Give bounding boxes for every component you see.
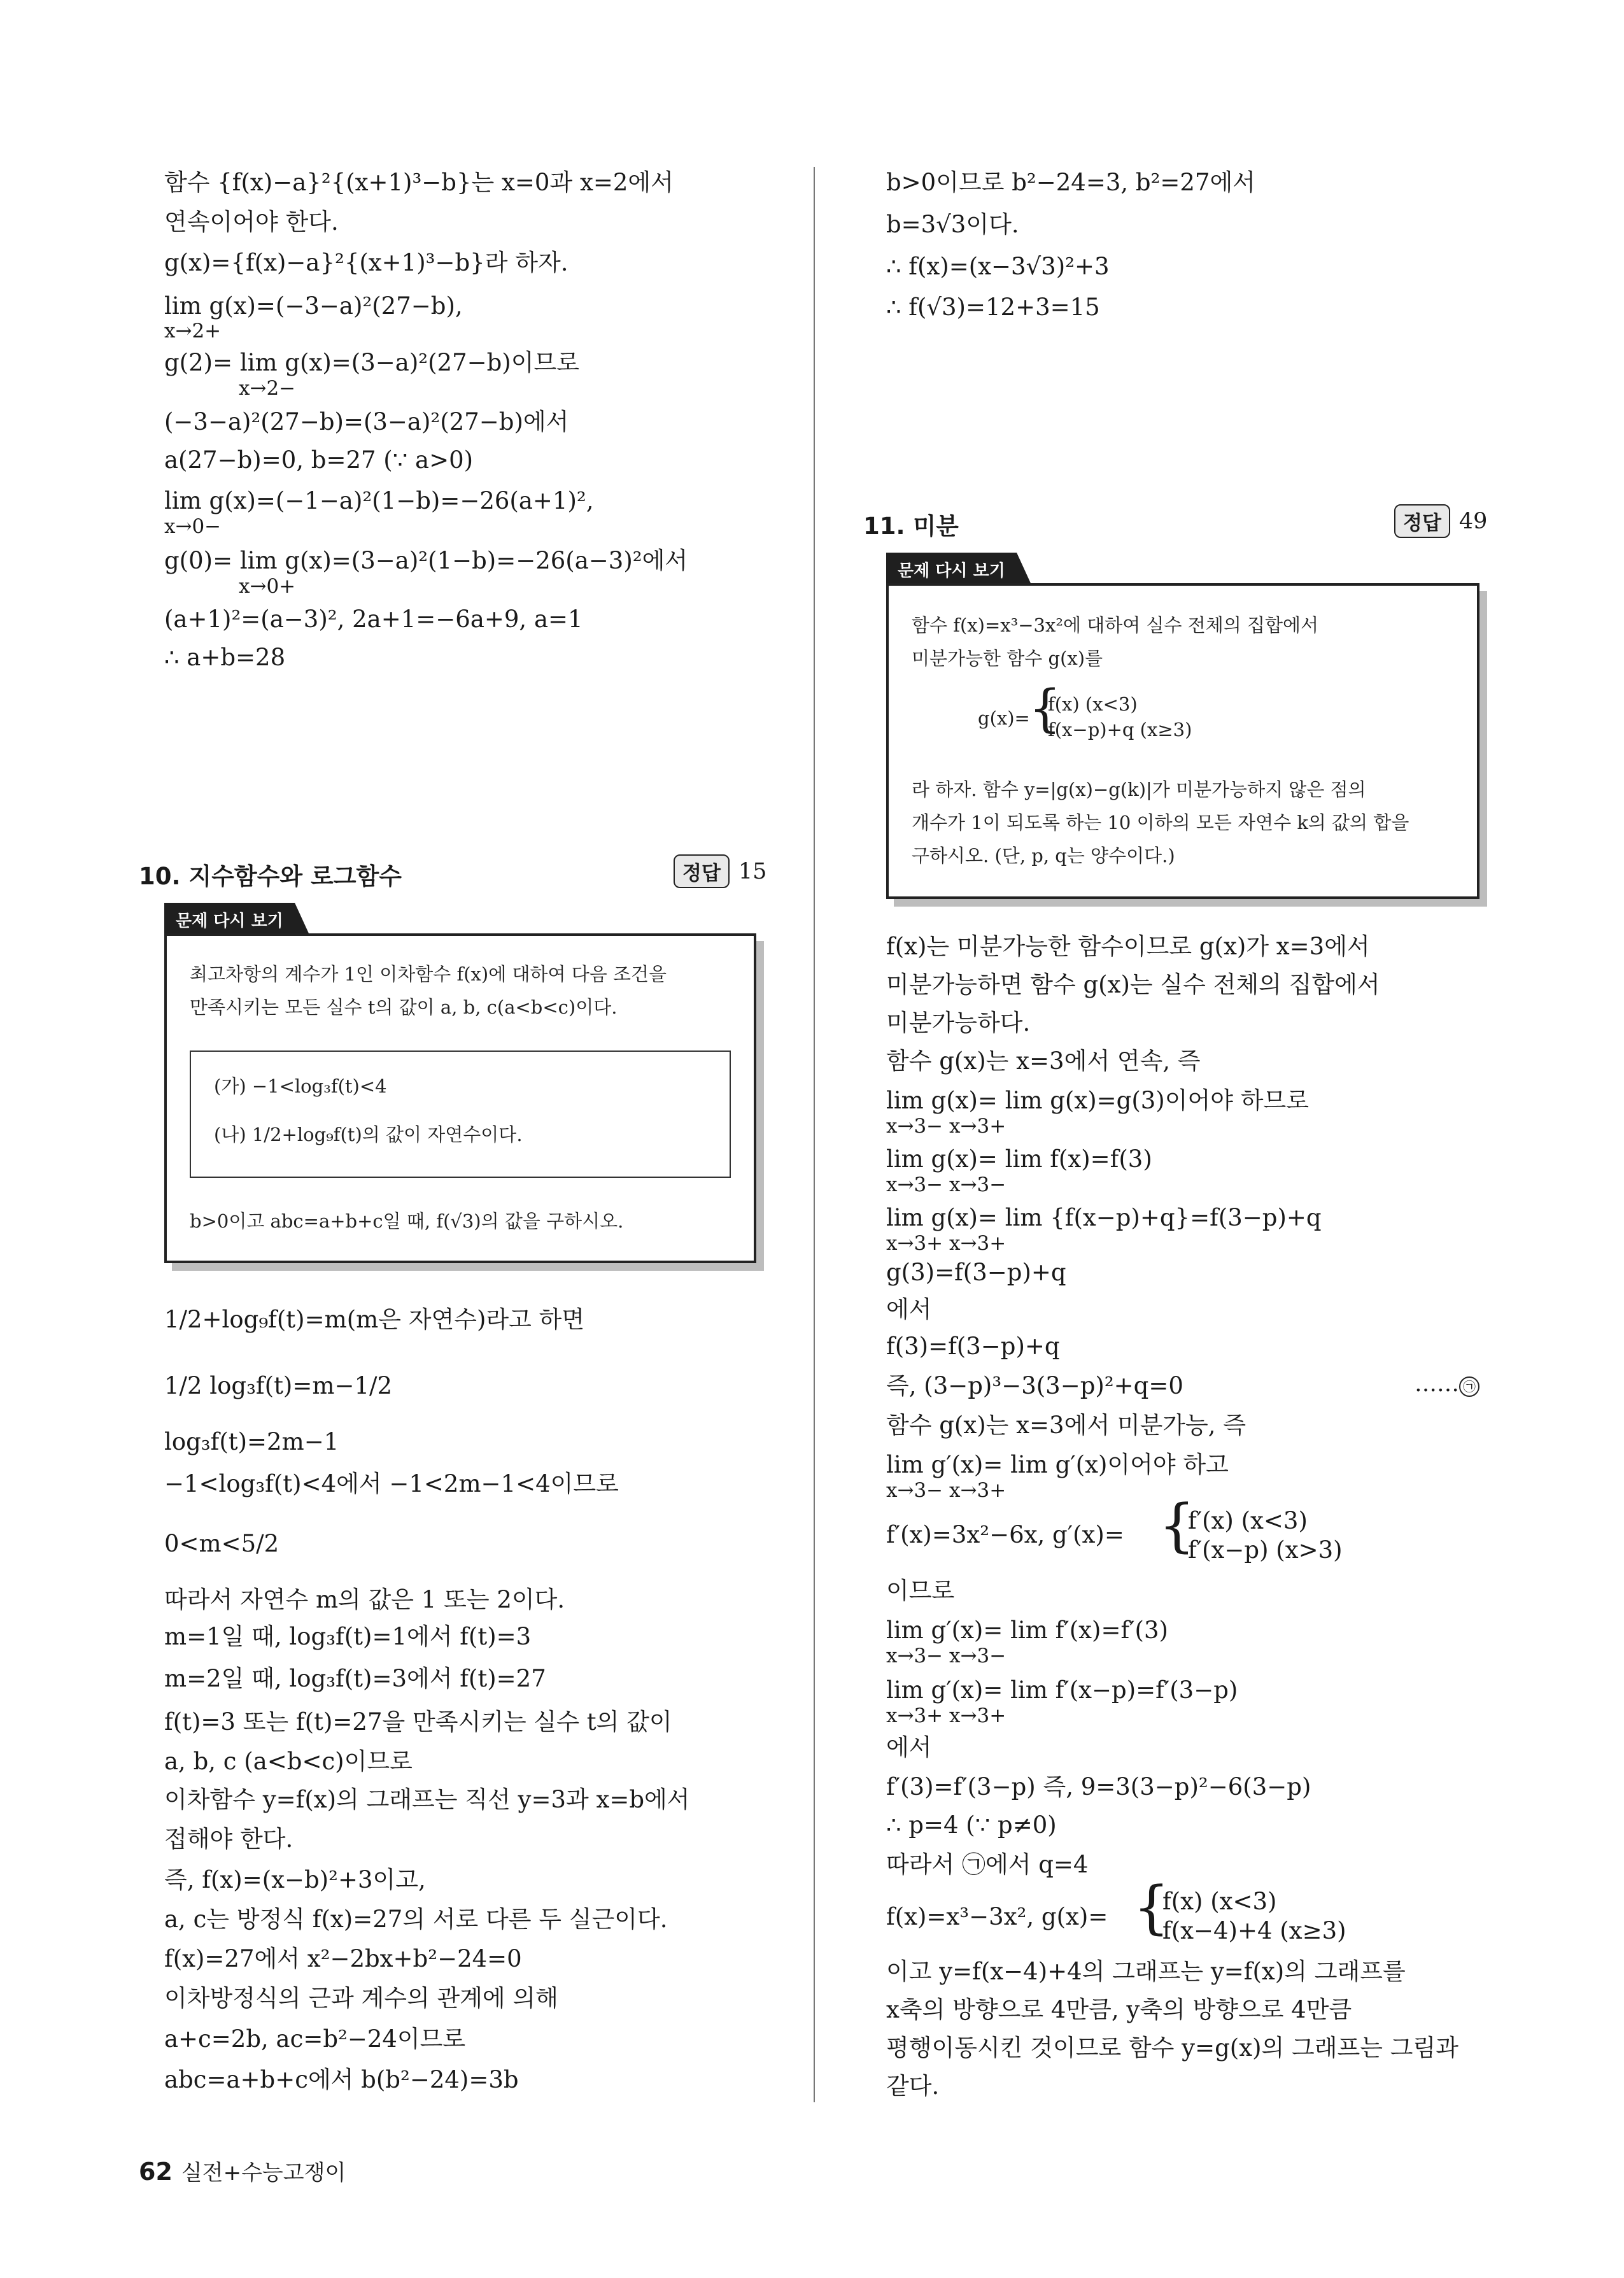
text-line: 따라서 자연수 m의 값은 1 또는 2이다. bbox=[164, 1586, 565, 1613]
text-line: ∴ p=4 (∵ p≠0) bbox=[886, 1811, 1057, 1839]
brace-glyph: { bbox=[1029, 679, 1061, 738]
page-number: 62 bbox=[139, 2158, 173, 2186]
equation-tag bbox=[1415, 1371, 1479, 1397]
limit-subscript: x→0− bbox=[164, 515, 222, 538]
text-line: 평행이동시킨 것이므로 함수 y=g(x)의 그래프는 그림과 bbox=[886, 2034, 1458, 2062]
piece-case-2: f(x−4)+4 (x≥3) bbox=[1162, 1917, 1346, 1944]
condition-na: (나) 1/2+log₉f(t)의 값이 자연수이다. bbox=[214, 1124, 523, 1145]
text-line: g(3)=f(3−p)+q bbox=[886, 1259, 1066, 1286]
text-line: f(x)=x³−3x², g(x)= bbox=[886, 1903, 1108, 1930]
text-line: lim g′(x)= lim f′(x−p)=f′(3−p) bbox=[886, 1676, 1238, 1704]
text-line: 연속이어야 한다. bbox=[164, 208, 339, 236]
box-text: 미분가능한 함수 g(x)를 bbox=[912, 647, 1103, 669]
text-line: ∴ a+b=28 bbox=[164, 644, 286, 671]
text-line: 접해야 한다. bbox=[164, 1825, 293, 1853]
limit-subscript: x→2− bbox=[239, 377, 296, 400]
text-line: 에서 bbox=[886, 1734, 932, 1761]
text-line: (a+1)²=(a−3)², 2a+1=−6a+9, a=1 bbox=[164, 605, 583, 633]
text-line: (−3−a)²(27−b)=(3−a)²(27−b)에서 bbox=[164, 408, 569, 435]
text-line: 1/2+log₉f(t)=m(m은 자연수)라고 하면 bbox=[164, 1306, 585, 1333]
text-line: 0<m<5/2 bbox=[164, 1530, 279, 1557]
text-line: 즉, f(x)=(x−b)²+3이고, bbox=[164, 1866, 426, 1893]
text-line: 이차함수 y=f(x)의 그래프는 직선 y=3과 x=b에서 bbox=[164, 1786, 690, 1813]
answer-badge: 정답 bbox=[674, 854, 730, 888]
text-line: ∴ f(x)=(x−3√3)²+3 bbox=[886, 253, 1110, 280]
text-line: a(27−b)=0, b=27 (∵ a>0) bbox=[164, 446, 474, 474]
text-line: m=1일 때, log₃f(t)=1에서 f(t)=3 bbox=[164, 1623, 532, 1650]
text-line: g(0)= lim g(x)=(3−a)²(1−b)=−26(a−3)²에서 bbox=[164, 547, 688, 574]
box-text: 함수 f(x)=x³−3x²에 대하여 실수 전체의 집합에서 bbox=[912, 614, 1319, 636]
text-line: a, c는 방정식 f(x)=27의 서로 다른 두 실근이다. bbox=[164, 1906, 668, 1933]
text-line: f(3)=f(3−p)+q bbox=[886, 1333, 1060, 1360]
answer-value: 49 bbox=[1458, 508, 1488, 534]
tag-dots: …… bbox=[1415, 1371, 1459, 1397]
review-tab: 문제 다시 보기 bbox=[886, 553, 1017, 586]
text-line: 미분가능하면 함수 g(x)는 실수 전체의 집합에서 bbox=[886, 971, 1380, 998]
text-line: 이므로 bbox=[886, 1577, 955, 1604]
limit-subscript: x→3− x→3+ bbox=[886, 1479, 1006, 1502]
text-line: 미분가능하다. bbox=[886, 1009, 1031, 1036]
section-11-answer bbox=[1394, 504, 1487, 538]
text-line: 에서 bbox=[886, 1296, 932, 1323]
condition-ga: (가) −1<log₃f(t)<4 bbox=[214, 1075, 387, 1097]
circled-mark: ㉠ bbox=[1459, 1376, 1479, 1397]
text-line: f(x)=27에서 x²−2bx+b²−24=0 bbox=[164, 1945, 522, 1972]
section-11-title: 11. 미분 bbox=[863, 513, 959, 540]
problem-box-10 bbox=[164, 933, 756, 1263]
limit-subscript: x→3+ x→3+ bbox=[886, 1704, 1006, 1727]
text-line: f′(3)=f′(3−p) 즉, 9=3(3−p)²−6(3−p) bbox=[886, 1773, 1311, 1800]
text-line: 이고 y=f(x−4)+4의 그래프는 y=f(x)의 그래프를 bbox=[886, 1958, 1406, 1985]
text-line: a, b, c (a<b<c)이므로 bbox=[164, 1748, 413, 1775]
column-divider bbox=[814, 167, 815, 2102]
piecewise-lhs: g(x)= bbox=[978, 707, 1030, 729]
text-line: 함수 g(x)는 x=3에서 미분가능, 즉 bbox=[886, 1411, 1246, 1439]
text-line: 따라서 ㉠에서 q=4 bbox=[886, 1851, 1089, 1878]
piece-case-2: f′(x−p) (x>3) bbox=[1188, 1536, 1343, 1564]
text-line: f(t)=3 또는 f(t)=27을 만족시키는 실수 t의 값이 bbox=[164, 1708, 672, 1736]
text-line: lim g′(x)= lim f′(x)=f′(3) bbox=[886, 1617, 1168, 1644]
text-line: x축의 방향으로 4만큼, y축의 방향으로 4만큼 bbox=[886, 1996, 1352, 2023]
book-title: 실전+수능고쟁이 bbox=[181, 2160, 346, 2186]
answer-value: 15 bbox=[738, 858, 767, 884]
text-line: g(2)= lim g(x)=(3−a)²(27−b)이므로 bbox=[164, 349, 579, 376]
piece-case-1: f(x) (x<3) bbox=[1048, 693, 1138, 715]
text-line: ∴ f(√3)=12+3=15 bbox=[886, 294, 1100, 321]
limit-subscript: x→3− x→3− bbox=[886, 1645, 1006, 1667]
problem-box-11 bbox=[886, 583, 1479, 899]
box-text: 최고차항의 계수가 1인 이차함수 f(x)에 대하여 다음 조건을 bbox=[190, 963, 667, 985]
text-line: 즉, (3−p)³−3(3−p)²+q=0 bbox=[886, 1372, 1183, 1399]
text-line: 함수 {f(x)−a}²{(x+1)³−b}는 x=0과 x=2에서 bbox=[164, 169, 674, 196]
text-line: lim g(x)=(−3−a)²(27−b), bbox=[164, 292, 463, 320]
piece-case-1: f′(x) (x<3) bbox=[1188, 1507, 1308, 1534]
text-line: lim g(x)= lim g(x)=g(3)이어야 하므로 bbox=[886, 1087, 1309, 1114]
conditions-box bbox=[190, 1051, 731, 1178]
text-line: log₃f(t)=2m−1 bbox=[164, 1428, 339, 1455]
review-tab: 문제 다시 보기 bbox=[164, 903, 295, 937]
text-line: b>0이므로 b²−24=3, b²=27에서 bbox=[886, 169, 1255, 196]
text-line: f′(x)=3x²−6x, g′(x)= bbox=[886, 1521, 1124, 1548]
box-text: 개수가 1이 되도록 하는 10 이하의 모든 자연수 k의 값의 합을 bbox=[912, 812, 1409, 833]
text-line: 이차방정식의 근과 계수의 관계에 의해 bbox=[164, 1984, 558, 2012]
text-line: lim g(x)= lim f(x)=f(3) bbox=[886, 1145, 1152, 1173]
box-text: 구하시오. (단, p, q는 양수이다.) bbox=[912, 845, 1175, 867]
text-line: lim g(x)=(−1−a)²(1−b)=−26(a+1)², bbox=[164, 487, 594, 514]
brace-glyph: { bbox=[1159, 1492, 1196, 1559]
limit-subscript: x→0+ bbox=[239, 575, 296, 598]
limit-subscript: x→3− x→3+ bbox=[886, 1115, 1006, 1138]
text-line: a+c=2b, ac=b²−24이므로 bbox=[164, 2025, 466, 2053]
piece-case-1: f(x) (x<3) bbox=[1162, 1888, 1277, 1915]
text-line: 함수 g(x)는 x=3에서 연속, 즉 bbox=[886, 1047, 1201, 1075]
box-text: 라 하자. 함수 y=|g(x)−g(k)|가 미분가능하지 않은 점의 bbox=[912, 779, 1366, 800]
text-line: g(x)={f(x)−a}²{(x+1)³−b}라 하자. bbox=[164, 249, 568, 276]
text-line: 1/2 log₃f(t)=m−1/2 bbox=[164, 1372, 393, 1399]
page-footer bbox=[139, 2155, 346, 2186]
limit-subscript: x→3+ x→3+ bbox=[886, 1232, 1006, 1255]
answer-badge: 정답 bbox=[1394, 504, 1450, 538]
text-line: abc=a+b+c에서 b(b²−24)=3b bbox=[164, 2066, 519, 2093]
limit-subscript: x→2+ bbox=[164, 320, 222, 343]
text-line: f(x)는 미분가능한 함수이므로 g(x)가 x=3에서 bbox=[886, 933, 1370, 960]
section-10-title: 10. 지수함수와 로그함수 bbox=[139, 863, 402, 890]
box-text: 만족시키는 모든 실수 t의 값이 a, b, c(a<b<c)이다. bbox=[190, 996, 618, 1018]
text-line: m=2일 때, log₃f(t)=3에서 f(t)=27 bbox=[164, 1665, 546, 1692]
text-line: b=3√3이다. bbox=[886, 211, 1019, 238]
box-question: b>0이고 abc=a+b+c일 때, f(√3)의 값을 구하시오. bbox=[190, 1210, 624, 1232]
text-line: −1<log₃f(t)<4에서 −1<2m−1<4이므로 bbox=[164, 1470, 619, 1497]
brace-glyph: { bbox=[1133, 1874, 1170, 1941]
section-10-answer bbox=[674, 854, 766, 888]
text-line: 같다. bbox=[886, 2072, 940, 2100]
piece-case-2: f(x−p)+q (x≥3) bbox=[1048, 719, 1192, 740]
text-line: lim g(x)= lim {f(x−p)+q}=f(3−p)+q bbox=[886, 1204, 1322, 1231]
text-line: lim g′(x)= lim g′(x)이어야 하고 bbox=[886, 1451, 1229, 1478]
limit-subscript: x→3− x→3− bbox=[886, 1173, 1006, 1196]
